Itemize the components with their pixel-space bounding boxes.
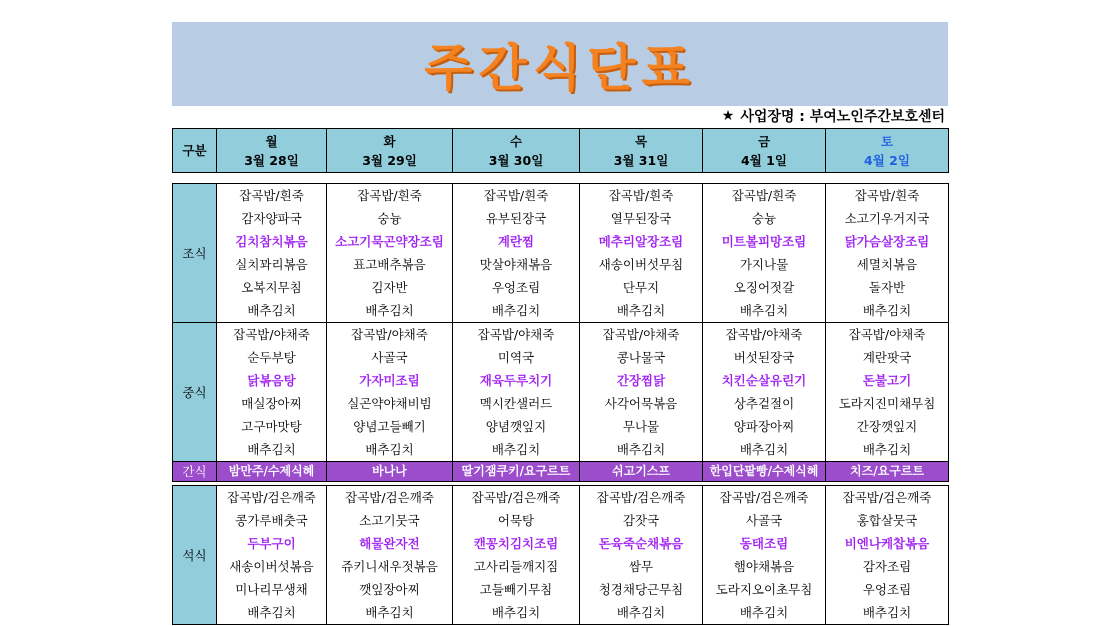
menu-item: 사각어묵볶음 bbox=[604, 396, 678, 411]
day-date: 3월 29일 bbox=[362, 152, 417, 168]
organization-name: 사업장명 : 부여노인주간보호센터 bbox=[740, 109, 945, 125]
title-banner bbox=[172, 22, 948, 106]
main-dish: 닭볶음탕 bbox=[247, 373, 296, 388]
day-name: 금 bbox=[757, 133, 771, 149]
menu-item: 배추김치 bbox=[616, 442, 666, 457]
menu-item: 도라지진미채무침 bbox=[838, 396, 936, 411]
menu-item: 배추김치 bbox=[862, 303, 912, 318]
menu-item: 배추김치 bbox=[247, 442, 296, 457]
menu-item: 잡곡밥/흰죽 bbox=[239, 188, 304, 203]
menu-item: 배추김치 bbox=[739, 442, 789, 457]
lunch-fri bbox=[703, 323, 826, 462]
menu-item: 배추김치 bbox=[739, 605, 789, 620]
menu-item: 소고기뭇국 bbox=[359, 513, 420, 528]
main-dish: 소고기묵곤약장조림 bbox=[335, 234, 444, 249]
organization-line bbox=[722, 106, 945, 126]
day-header-sat bbox=[826, 129, 949, 173]
menu-item: 잡곡밥/흰죽 bbox=[483, 188, 549, 203]
menu-item: 숭늉 bbox=[377, 211, 402, 226]
dinner-mon bbox=[217, 486, 327, 625]
day-date: 4월 2일 bbox=[864, 152, 910, 168]
menu-item: 콩가루배춧국 bbox=[235, 513, 308, 528]
main-dish: 김치참치볶음 bbox=[235, 234, 308, 249]
menu-item: 새송이버섯볶음 bbox=[229, 559, 314, 574]
header-table bbox=[172, 128, 949, 173]
snack-thu: 쉬고기스프 bbox=[580, 462, 703, 482]
day-date: 4월 1일 bbox=[741, 152, 787, 168]
menu-item: 콩나물국 bbox=[616, 350, 666, 365]
breakfast-thu bbox=[580, 184, 703, 323]
day-header-mon bbox=[217, 129, 327, 173]
menu-item: 버섯된장국 bbox=[733, 350, 795, 365]
snack-mon: 밤만주/수제식혜 bbox=[217, 462, 327, 482]
dinner-label: 석식 bbox=[173, 486, 217, 625]
menu-item: 배추김치 bbox=[739, 303, 789, 318]
menu-item: 잡곡밥/야채죽 bbox=[602, 327, 680, 342]
menu-item: 감잣국 bbox=[622, 513, 660, 528]
menu-item: 실곤약야채비빔 bbox=[347, 396, 432, 411]
main-dish: 메추리알장조림 bbox=[598, 234, 684, 249]
menu-item: 실치꽈리볶음 bbox=[235, 257, 308, 272]
menu-item: 유부된장국 bbox=[485, 211, 547, 226]
menu-item: 고들빼기무침 bbox=[479, 582, 553, 597]
menu-item: 간장깻잎지 bbox=[856, 419, 918, 434]
menu-item: 숭늉 bbox=[751, 211, 777, 226]
menu-item: 매실장아찌 bbox=[241, 396, 302, 411]
dinner-thu bbox=[580, 486, 703, 625]
menu-item: 잡곡밥/흰죽 bbox=[854, 188, 920, 203]
day-name: 토 bbox=[880, 133, 894, 149]
menu-item: 잡곡밥/흰죽 bbox=[608, 188, 674, 203]
dinner-wed bbox=[453, 486, 580, 625]
menu-item: 감자조림 bbox=[862, 559, 912, 574]
snack-sat: 치즈/요구르트 bbox=[826, 462, 949, 482]
menu-item: 배추김치 bbox=[491, 605, 541, 620]
menu-item: 배추김치 bbox=[247, 303, 296, 318]
menu-item: 배추김치 bbox=[616, 605, 666, 620]
lunch-tue bbox=[327, 323, 453, 462]
breakfast-sat bbox=[826, 184, 949, 323]
menu-item: 양념깻잎지 bbox=[485, 419, 547, 434]
menu-item: 양파장아찌 bbox=[733, 419, 795, 434]
menu-item: 순두부탕 bbox=[247, 350, 296, 365]
menu-item: 상추겉절이 bbox=[733, 396, 795, 411]
breakfast-table bbox=[172, 183, 949, 323]
menu-item: 배추김치 bbox=[491, 303, 541, 318]
day-name: 목 bbox=[634, 133, 648, 149]
menu-item: 배추김치 bbox=[365, 442, 414, 457]
menu-item: 잡곡밥/검은깨죽 bbox=[471, 490, 561, 505]
menu-item: 새송이버섯무침 bbox=[598, 257, 684, 272]
day-date: 3월 31일 bbox=[613, 152, 669, 168]
main-dish: 계란찜 bbox=[497, 234, 535, 249]
menu-item: 배추김치 bbox=[862, 605, 912, 620]
menu-item: 우엉조림 bbox=[862, 582, 912, 597]
page-title: 주간식단표 bbox=[424, 39, 696, 97]
menu-item: 오복지무침 bbox=[241, 280, 302, 295]
menu-item: 홍합살뭇국 bbox=[856, 513, 918, 528]
menu-item: 세멸치볶음 bbox=[856, 257, 918, 272]
snack-wed: 딸기잼쿠키/요구르트 bbox=[453, 462, 580, 482]
main-dish: 가자미조림 bbox=[359, 373, 420, 388]
lunch-mon bbox=[217, 323, 327, 462]
main-dish: 동태조림 bbox=[739, 536, 789, 551]
snack-tue: 바나나 bbox=[327, 462, 453, 482]
menu-item: 잡곡밥/야채죽 bbox=[351, 327, 428, 342]
menu-item: 배추김치 bbox=[365, 303, 414, 318]
menu-item: 미역국 bbox=[497, 350, 535, 365]
main-dish: 비엔나케찹볶음 bbox=[844, 536, 930, 551]
snack-label: 간식 bbox=[173, 462, 217, 482]
menu-item: 청경채당근무침 bbox=[598, 582, 684, 597]
main-dish: 돈육죽순채볶음 bbox=[598, 536, 684, 551]
menu-item: 잡곡밥/야채죽 bbox=[477, 327, 555, 342]
lunch-label: 중식 bbox=[173, 323, 217, 462]
snack-fri: 한입단팥빵/수제식혜 bbox=[703, 462, 826, 482]
menu-item: 사골국 bbox=[745, 513, 783, 528]
star-icon: ★ bbox=[721, 108, 735, 124]
menu-item: 잡곡밥/검은깨죽 bbox=[842, 490, 932, 505]
menu-item: 무나물 bbox=[622, 419, 660, 434]
menu-item: 표고배추볶음 bbox=[353, 257, 426, 272]
day-name: 화 bbox=[383, 133, 396, 149]
menu-item: 어묵탕 bbox=[497, 513, 535, 528]
main-dish: 해물완자전 bbox=[359, 536, 420, 551]
main-dish: 간장찜닭 bbox=[616, 373, 666, 388]
menu-item: 잡곡밥/흰죽 bbox=[731, 188, 797, 203]
breakfast-wed bbox=[453, 184, 580, 323]
menu-item: 김자반 bbox=[371, 280, 408, 295]
gubun-header: 구분 bbox=[173, 129, 217, 173]
menu-item: 잡곡밥/검은깨죽 bbox=[345, 490, 434, 505]
menu-item: 햄야채볶음 bbox=[733, 559, 795, 574]
menu-item: 사골국 bbox=[371, 350, 408, 365]
breakfast-fri bbox=[703, 184, 826, 323]
menu-item: 배추김치 bbox=[247, 605, 296, 620]
menu-item: 잡곡밥/검은깨죽 bbox=[596, 490, 686, 505]
main-dish: 돈불고기 bbox=[862, 373, 912, 388]
menu-item: 단무지 bbox=[622, 280, 660, 295]
breakfast-tue bbox=[327, 184, 453, 323]
menu-item: 배추김치 bbox=[491, 442, 541, 457]
menu-item: 잡곡밥/검은깨죽 bbox=[719, 490, 809, 505]
menu-item: 잡곡밥/흰죽 bbox=[357, 188, 422, 203]
menu-item: 오징어젓갈 bbox=[733, 280, 795, 295]
dinner-tue bbox=[327, 486, 453, 625]
menu-item: 배추김치 bbox=[616, 303, 666, 318]
main-dish: 재육두루치기 bbox=[479, 373, 553, 388]
menu-item: 고구마맛탕 bbox=[241, 419, 302, 434]
menu-item: 잡곡밥/야채죽 bbox=[233, 327, 310, 342]
breakfast-label: 조식 bbox=[173, 184, 217, 323]
main-dish: 두부구이 bbox=[247, 536, 296, 551]
lunch-thu bbox=[580, 323, 703, 462]
day-name: 수 bbox=[509, 133, 523, 149]
menu-item: 돌자반 bbox=[868, 280, 906, 295]
main-dish: 닭가슴살장조림 bbox=[844, 234, 930, 249]
snack-row bbox=[173, 462, 949, 482]
menu-item: 맛살야채볶음 bbox=[479, 257, 553, 272]
day-date: 3월 30일 bbox=[488, 152, 544, 168]
breakfast-mon bbox=[217, 184, 327, 323]
menu-item: 감자양파국 bbox=[241, 211, 302, 226]
menu-item: 미나리무생채 bbox=[235, 582, 308, 597]
day-name: 월 bbox=[265, 133, 278, 149]
main-dish: 치킨순살유린기 bbox=[721, 373, 807, 388]
menu-item: 잡곡밥/야채죽 bbox=[725, 327, 803, 342]
menu-item: 도라지오이초무침 bbox=[715, 582, 813, 597]
lunch-table bbox=[172, 322, 949, 482]
menu-item: 잡곡밥/야채죽 bbox=[848, 327, 926, 342]
main-dish: 캔꽁치김치조림 bbox=[473, 536, 559, 551]
menu-item: 멕시칸샐러드 bbox=[479, 396, 553, 411]
menu-item: 깻잎장아찌 bbox=[359, 582, 420, 597]
day-header-fri bbox=[703, 129, 826, 173]
lunch-wed bbox=[453, 323, 580, 462]
menu-item: 양념고들빼기 bbox=[353, 419, 426, 434]
menu-item: 소고기우거지국 bbox=[844, 211, 930, 226]
main-dish: 미트볼피망조림 bbox=[721, 234, 807, 249]
menu-item: 쥬키니새우젓볶음 bbox=[341, 559, 438, 574]
menu-item: 우엉조림 bbox=[491, 280, 541, 295]
menu-item: 잡곡밥/검은깨죽 bbox=[227, 490, 316, 505]
day-header-tue bbox=[327, 129, 453, 173]
menu-item: 가지나물 bbox=[739, 257, 789, 272]
menu-item: 고사리들깨지짐 bbox=[473, 559, 559, 574]
day-date: 3월 28일 bbox=[244, 152, 299, 168]
lunch-sat bbox=[826, 323, 949, 462]
menu-item: 배추김치 bbox=[365, 605, 414, 620]
menu-item: 쌈무 bbox=[628, 559, 654, 574]
menu-item: 배추김치 bbox=[862, 442, 912, 457]
menu-item: 계란팟국 bbox=[862, 350, 912, 365]
menu-item: 열무된장국 bbox=[610, 211, 672, 226]
dinner-table bbox=[172, 485, 949, 625]
dinner-fri bbox=[703, 486, 826, 625]
dinner-sat bbox=[826, 486, 949, 625]
day-header-thu bbox=[580, 129, 703, 173]
day-header-wed bbox=[453, 129, 580, 173]
